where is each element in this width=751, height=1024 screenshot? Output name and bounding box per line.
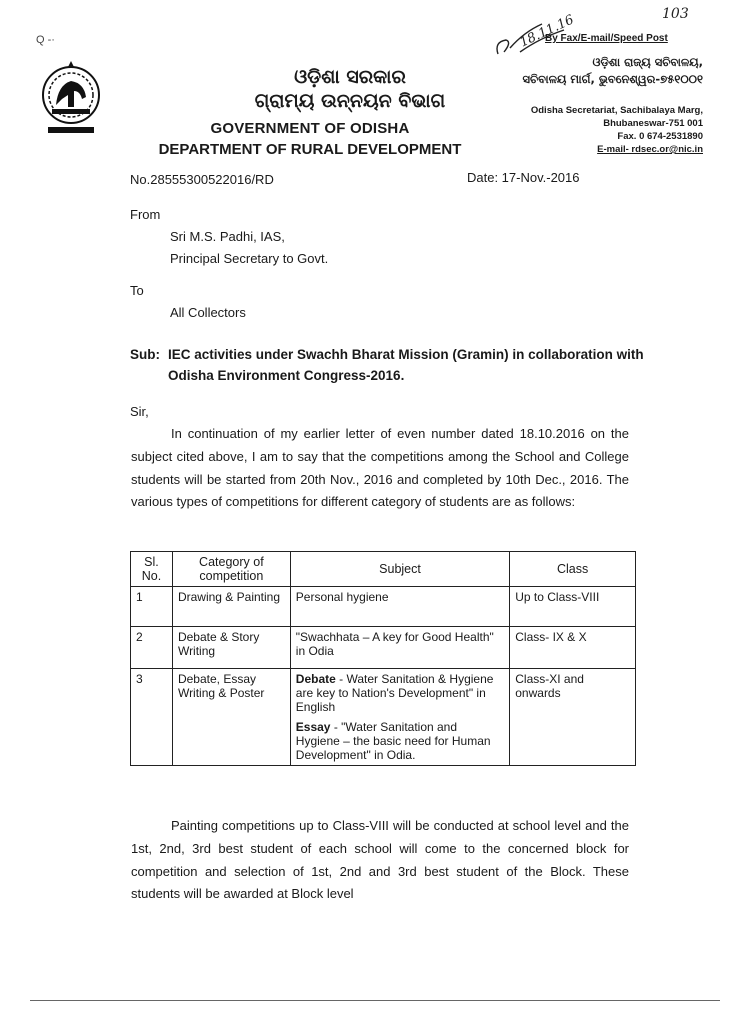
address-line2: Bhubaneswar-751 001 [603,118,703,129]
reference-number: No.28555300522016/RD [130,172,274,187]
header-sl-no: Sl. No. [131,552,173,587]
header-category: Category of competition [172,552,290,587]
debate-subject: - Water Sanitation & Hygiene are key to Nation's Development" in English [295,672,494,714]
table-row [131,627,636,669]
from-label: From [130,207,161,222]
salutation: Sir, [130,404,149,419]
body-paragraph-1: In continuation of my earlier letter of even number dated 18.10.2016 on the subject cited above, I am to say that the competitions among the School and College students will be started from 20th Nov., 2016 and completed by 10th Dec., 2016. The various types of competitions for different category of students are as follows: [131,426,629,510]
row-category: Drawing & Painting [172,587,290,627]
row-class: Class- IX & X [510,627,636,669]
odia-address-line1: ଓଡ଼ିଶା ରାଜ୍ୟ ସଚିବାଳୟ, [592,55,703,69]
odia-address-line2: ସଚିବାଳୟ ମାର୍ଗ, ଭୁବନେଶ୍ୱର-୭୫୧୦୦୧ [522,72,703,86]
row-sl: 3 [131,669,173,766]
government-title: GOVERNMENT OF ODISHA [210,120,410,137]
table-header-row [131,552,636,587]
address-line1: Odisha Secretariat, Sachibalaya Marg, [530,105,703,116]
table-row [131,587,636,627]
sender-name: Sri M.S. Padhi, IAS, [170,229,285,244]
header-subject: Subject [290,552,509,587]
department-title: DEPARTMENT OF RURAL DEVELOPMENT [158,141,462,158]
subject-block [130,344,650,386]
header-class: Class [510,552,636,587]
competition-table [130,551,636,766]
row-category: Debate, Essay Writing & Poster [172,669,290,766]
recipient-name: All Collectors [170,305,246,320]
row-subject: "Swachhata – A key for Good Health" in Odia [290,627,509,669]
letter-date: Date: 17-Nov.-2016 [467,170,580,185]
subject-label: Sub: [130,347,160,362]
row-class: Class-XI and onwards [510,669,636,766]
row-subject: Personal hygiene [290,587,509,627]
row-sl: 2 [131,627,173,669]
row-subject [290,669,509,766]
email-address: E-mail- rdsec.or@nic.in [597,144,703,155]
subject-text: IEC activities under Swachh Bharat Mission (Gramin) in collaboration with Odisha Environment Congress-2016. [168,347,644,383]
essay-subject: - "Water Sanitation and Hygiene – the basic need for Human Development" in Odia. [295,720,491,762]
corner-mark: Q -· [36,34,55,46]
to-label: To [130,283,144,298]
sender-title: Principal Secretary to Govt. [170,251,329,266]
odisha-emblem-icon [38,55,104,141]
handwritten-date: 18.11.16 [517,12,577,51]
page-bottom-rule [30,1000,720,1001]
debate-label: Debate [295,672,336,686]
fax-number: Fax. 0 674-2531890 [617,131,703,142]
row-sl: 1 [131,587,173,627]
handwritten-number: 103 [662,6,689,22]
table-row [131,669,636,766]
odia-department-title: ଗ୍ରାମ୍ୟ ଉନ୍ନୟନ ବିଭାଗ [254,90,446,112]
dispatch-mode: By Fax/E-mail/Speed Post [545,33,668,44]
row-category: Debate & Story Writing [172,627,290,669]
row-class: Up to Class-VIII [510,587,636,627]
odia-government-title: ଓଡ଼ିଶା ସରକାର [294,66,406,88]
body-paragraph-2: Painting competitions up to Class-VIII will be conducted at school level and the 1st, 2nd, 3rd best student of each school will come to the concerned block for competition and selection of 1st, 2nd and 3rd best student of the Block. These students will be awarded at Block level [131,818,629,902]
essay-label: Essay [295,720,331,734]
